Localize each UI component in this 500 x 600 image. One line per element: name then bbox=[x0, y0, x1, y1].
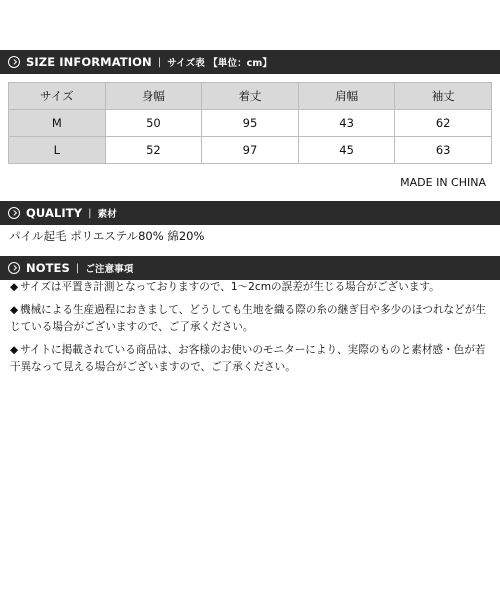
size-information-title: SIZE INFORMATION bbox=[26, 55, 152, 69]
size-table-header-size: サイズ bbox=[9, 83, 106, 110]
notes-list bbox=[10, 279, 490, 382]
table-row bbox=[9, 110, 492, 137]
table-cell: 62 bbox=[395, 110, 492, 137]
size-label: L bbox=[9, 137, 106, 164]
material-composition: パイル起毛 ポリエステル80% 綿20% bbox=[9, 229, 205, 243]
table-cell: 45 bbox=[298, 137, 395, 164]
note-text: サイトに掲載されている商品は、お客様のお使いのモニターにより、実際のものと素材感・色が若干異なって見える場合がございますので、ご了承ください。 bbox=[10, 343, 486, 373]
table-cell: 95 bbox=[202, 110, 299, 137]
diamond-bullet-icon: ◆ bbox=[10, 343, 19, 356]
quality-subtitle: 素材 bbox=[97, 209, 117, 220]
size-table-header-shoulder-width: 肩幅 bbox=[298, 83, 395, 110]
table-cell: 63 bbox=[395, 137, 492, 164]
note-text: 機械による生産過程におきまして、どうしても生地を織る際の糸の継ぎ目や多少のほつれなどが生じている場合がございますので、ご了承ください。 bbox=[10, 303, 486, 333]
list-item bbox=[10, 342, 490, 377]
size-table-header-length: 着丈 bbox=[202, 83, 299, 110]
header-separator: | bbox=[75, 262, 80, 274]
note-text: サイズは平置き計測となっておりますので、1～2cmの誤差が生じる場合がございます。 bbox=[20, 281, 440, 293]
notes-header bbox=[0, 256, 500, 280]
size-information-header bbox=[0, 50, 500, 74]
header-separator: | bbox=[157, 56, 162, 68]
size-table-header-sleeve-length: 袖丈 bbox=[395, 83, 492, 110]
chevron-right-circle-icon bbox=[8, 56, 20, 68]
diamond-bullet-icon: ◆ bbox=[10, 303, 19, 316]
size-label: M bbox=[9, 110, 106, 137]
table-cell: 50 bbox=[105, 110, 202, 137]
size-table-header-body-width: 身幅 bbox=[105, 83, 202, 110]
diamond-bullet-icon: ◆ bbox=[10, 281, 19, 293]
notes-title: NOTES bbox=[26, 261, 70, 275]
list-item bbox=[10, 302, 490, 337]
quality-title: QUALITY bbox=[26, 206, 83, 220]
size-information-subtitle: サイズ表 【単位：cm】 bbox=[167, 58, 272, 69]
size-table-header-row bbox=[9, 83, 492, 110]
header-separator: | bbox=[88, 207, 92, 219]
table-cell: 52 bbox=[105, 137, 202, 164]
list-item bbox=[10, 279, 490, 297]
size-table bbox=[8, 82, 492, 164]
chevron-right-circle-icon bbox=[8, 262, 20, 274]
table-cell: 97 bbox=[202, 137, 299, 164]
country-of-origin: MADE IN CHINA bbox=[400, 176, 486, 189]
notes-subtitle: ご注意事項 bbox=[85, 264, 134, 275]
table-cell: 43 bbox=[298, 110, 395, 137]
table-row bbox=[9, 137, 492, 164]
chevron-right-circle-icon bbox=[8, 207, 20, 219]
quality-header bbox=[0, 201, 500, 225]
